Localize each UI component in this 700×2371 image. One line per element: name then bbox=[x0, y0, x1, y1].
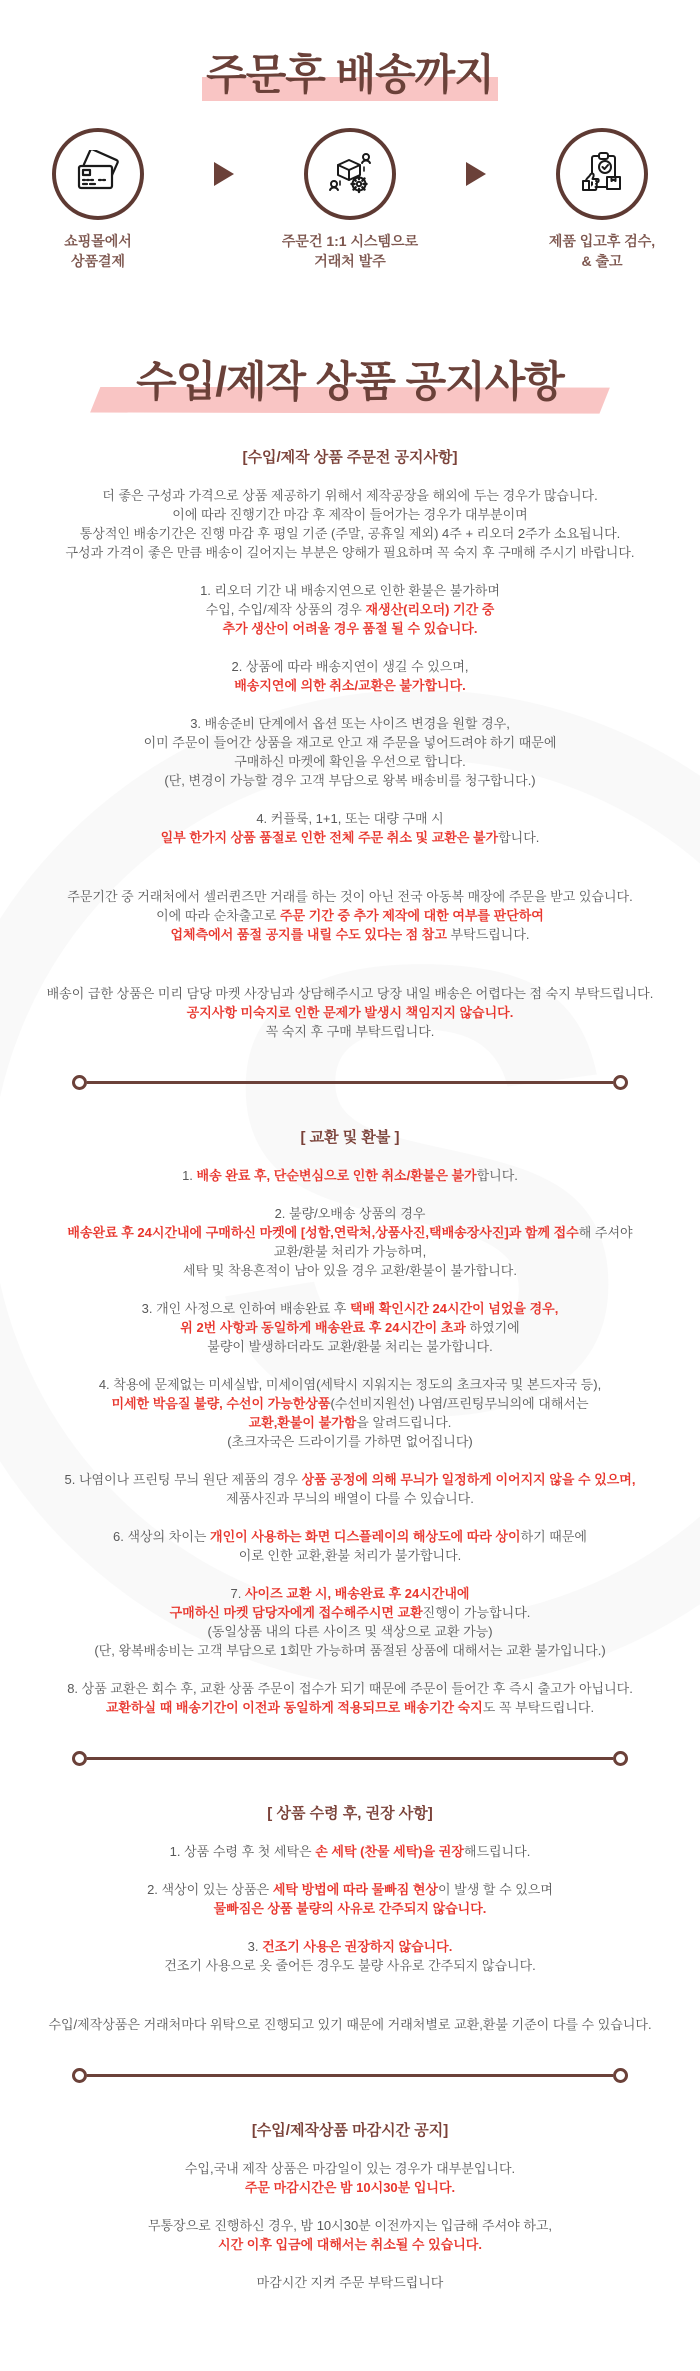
notice-text: 6. 색상의 차이는 bbox=[113, 1528, 211, 1544]
section-divider bbox=[72, 1075, 628, 1090]
notice-text: 도 꼭 부탁드립니다. bbox=[482, 1699, 595, 1715]
notice-block bbox=[28, 2273, 672, 2292]
notice-text: 1. 리오더 기간 내 배송지연으로 인한 환불은 불가하며 bbox=[200, 582, 500, 598]
notice-line bbox=[28, 1679, 672, 1698]
notice-text: 합니다. bbox=[498, 829, 540, 845]
notice-line bbox=[28, 1394, 672, 1413]
divider-dot bbox=[613, 2068, 628, 2083]
notice-line bbox=[28, 2015, 672, 2034]
notice-line bbox=[28, 1223, 672, 1242]
notice-text-alert: 상품 공정에 의해 무늬가 일정하게 이어지지 않을 수 있으며, bbox=[301, 1471, 636, 1487]
notice-text: 이미 주문이 들어간 상품을 재고로 안고 재 주문을 넣어드려야 하기 때문에 bbox=[143, 734, 557, 750]
notice-text: 구성과 가격이 좋은 만큼 배송이 길어지는 부분은 양해가 필요하며 꼭 숙지 후 구매해 주시기 바랍니다. bbox=[65, 544, 635, 560]
notice-line bbox=[28, 600, 672, 619]
page-title bbox=[206, 52, 494, 98]
notice-text: (동일상품 내의 다른 사이즈 및 색상으로 교환 가능) bbox=[207, 1623, 493, 1639]
notice-text: 5. 나염이나 프린팅 무늬 원단 제품의 경우 bbox=[64, 1471, 302, 1487]
notice-line bbox=[28, 543, 672, 562]
notice-block bbox=[28, 2159, 672, 2197]
notice-text: 4. 커플룩, 1+1, 또는 대량 구매 시 bbox=[256, 810, 444, 826]
notice-text: 진행이 가능합니다. bbox=[422, 1604, 531, 1620]
notice-line bbox=[28, 1242, 672, 1261]
notice-text-alert: 시간 이후 입금에 대해서는 취소될 수 있습니다. bbox=[218, 2236, 482, 2252]
notice-text: 건조기 사용으로 옷 줄어든 경우도 불량 사유로 간주되지 않습니다. bbox=[164, 1957, 536, 1973]
step-label-line1: 주문건 1:1 시스템으로 bbox=[281, 233, 419, 250]
notice-text: 2. 불량/오배송 상품의 경우 bbox=[274, 1205, 426, 1221]
notice-text-alert: 구매하신 마켓 담당자에게 접수해주시면 교환 bbox=[169, 1604, 423, 1620]
notice-line bbox=[28, 676, 672, 695]
notice-text: 이에 따라 순차출고로 bbox=[156, 907, 280, 923]
notice-text: 3. 개인 사정으로 인하여 배송완료 후 bbox=[141, 1300, 350, 1316]
notice-text: 수입,국내 제작 상품은 마감일이 있는 경우가 대부분입니다. bbox=[184, 2160, 516, 2176]
notice-line bbox=[28, 1337, 672, 1356]
step-payment bbox=[8, 128, 188, 271]
notice-line bbox=[28, 619, 672, 638]
notice-text-alert: 주문 기간 중 추가 제작에 대한 여부를 판단하여 bbox=[279, 907, 544, 923]
notice-line bbox=[28, 1166, 672, 1185]
divider-dot bbox=[72, 1075, 87, 1090]
notice-line bbox=[28, 925, 672, 944]
section-header: [수입/제작 상품 주문전 공지사항] bbox=[242, 448, 458, 466]
notice-title-text: 수입/제작 상품 공지사항 bbox=[136, 358, 564, 406]
section-divider bbox=[72, 2068, 628, 2083]
notice-text: 이 발생 할 수 있으며 bbox=[438, 1881, 553, 1897]
divider-dot bbox=[613, 1075, 628, 1090]
notice-line bbox=[28, 1641, 672, 1660]
notice-text: 수입, 수입/제작 상품의 경우 bbox=[205, 601, 366, 617]
step-order-system bbox=[260, 128, 440, 271]
notice-line bbox=[28, 1413, 672, 1432]
notice-text: 1. 상품 수령 후 첫 세탁은 bbox=[169, 1843, 316, 1859]
notice-line bbox=[28, 752, 672, 771]
notice-text-alert: 배송완료 후 24시간내에 구매하신 마켓에 [성함,연락처,상품사진,택배송장사진]과 함께 접수 bbox=[67, 1224, 579, 1240]
notice-text: (단, 왕복배송비는 고객 부담으로 1회만 가능하며 품절된 상품에 대해서는 교환 불가입니다.) bbox=[94, 1642, 606, 1658]
step-label bbox=[260, 232, 440, 271]
divider-dot bbox=[72, 1751, 87, 1766]
notice-block bbox=[28, 1470, 672, 1508]
divider-line bbox=[87, 1757, 613, 1760]
notice-text-alert: 미세한 박음질 불량, 수선이 가능한상품 bbox=[111, 1395, 331, 1411]
notice-text: 합니다. bbox=[476, 1167, 518, 1183]
notice-text: 구매하신 마켓에 확인을 우선으로 합니다. bbox=[234, 753, 466, 769]
notice-line bbox=[28, 2235, 672, 2254]
notice-line bbox=[28, 809, 672, 828]
notice-line bbox=[28, 714, 672, 733]
notice-block bbox=[28, 1527, 672, 1565]
notice-block bbox=[28, 657, 672, 695]
notice-block bbox=[28, 1299, 672, 1356]
notice-text-alert: 업체측에서 품절 공지를 내릴 수도 있다는 점 참고 bbox=[170, 926, 447, 942]
notice-text: 세탁 및 착용흔적이 남아 있을 경우 교환/환불이 불가합니다. bbox=[183, 1262, 517, 1278]
notice-text: 7. bbox=[230, 1585, 245, 1601]
notice-text: 8. 상품 교환은 회수 후, 교환 상품 주문이 접수가 되기 때문에 주문이 들어간 후 즉시 출고가 아닙니다. bbox=[67, 1680, 633, 1696]
notice-text: (초크자국은 드라이기를 가하면 없어집니다) bbox=[227, 1433, 473, 1449]
notice-text: 무통장으로 진행하신 경우, 밤 10시30분 이전까지는 입금해 주셔야 하고, bbox=[147, 2217, 553, 2233]
step-label bbox=[8, 232, 188, 271]
notice-text-alert: 추가 생산이 어려울 경우 품절 될 수 있습니다. bbox=[222, 620, 478, 636]
notice-text-alert: 배송 완료 후, 단순변심으로 인한 취소/환불은 불가 bbox=[196, 1167, 477, 1183]
notice-line bbox=[28, 906, 672, 925]
notice-text: (수선비지원선) 나염/프린팅무늬의에 대해서는 bbox=[330, 1395, 589, 1411]
notice-text: 통상적인 배송기간은 진행 마감 후 평일 기준 (주말, 공휴일 제외) 4주 + 리오더 2주가 소요됩니다. bbox=[79, 525, 621, 541]
notice-line bbox=[28, 1299, 672, 1318]
notice-text: 더 좋은 구성과 가격으로 상품 제공하기 위해서 제작공장을 해외에 두는 경우가 많습니다. bbox=[102, 487, 598, 503]
notice-text: 2. 상품에 따라 배송지연이 생길 수 있으며, bbox=[231, 658, 469, 674]
notice-line bbox=[28, 1603, 672, 1622]
notice-text: 배송이 급한 상품은 미리 담당 마켓 사장님과 상담해주시고 당장 내일 배송은 어렵다는 점 숙지 부탁드립니다. bbox=[46, 985, 654, 1001]
notice-block bbox=[28, 486, 672, 562]
order-system-icon bbox=[304, 128, 396, 220]
notice-text-alert: 공지사항 미숙지로 인한 문제가 발생시 책임지지 않습니다. bbox=[186, 1004, 514, 1020]
notice-line bbox=[28, 1698, 672, 1717]
notice-text: 하기 때문에 bbox=[520, 1528, 587, 1544]
notice-text-alert: 건조기 사용은 권장하지 않습니다. bbox=[262, 1938, 453, 1954]
notice-text: 수입/제작상품은 거래처마다 위탁으로 진행되고 있기 때문에 거래처별로 교환,환불 기준이 다를 수 있습니다. bbox=[48, 2016, 652, 2032]
notice-text: 불량이 발생하더라도 교환/환불 처리는 불가합니다. bbox=[207, 1338, 493, 1354]
notice-line bbox=[28, 984, 672, 1003]
notice-block bbox=[28, 581, 672, 638]
notice-line bbox=[28, 1546, 672, 1565]
notice-text-alert: 세탁 방법에 따라 물빠짐 현상 bbox=[272, 1881, 438, 1897]
notice-text-alert: 배송지연에 의한 취소/교환은 불가합니다. bbox=[234, 677, 466, 693]
step-label-line2: 상품결제 bbox=[70, 252, 126, 269]
notice-line bbox=[28, 657, 672, 676]
notice-line bbox=[28, 1318, 672, 1337]
notice-line bbox=[28, 505, 672, 524]
notice-line bbox=[28, 1584, 672, 1603]
notice-sections bbox=[0, 446, 700, 2371]
notice-line bbox=[28, 2159, 672, 2178]
notice-block bbox=[28, 809, 672, 847]
notice-text-alert: 손 세탁 (찬물 세탁)을 권장 bbox=[315, 1843, 464, 1859]
notice-block bbox=[28, 1679, 672, 1717]
notice-section-header bbox=[0, 359, 700, 405]
notice-text: 해 주셔야 bbox=[578, 1224, 633, 1240]
notice-text: 이에 따라 진행기간 마감 후 제작이 들어가는 경우가 대부분이며 bbox=[172, 506, 528, 522]
notice-text: 을 알려드립니다. bbox=[356, 1414, 452, 1430]
notice-text: 2. 색상이 있는 상품은 bbox=[147, 1881, 273, 1897]
notice-line bbox=[28, 771, 672, 790]
notice-text-alert: 개인이 사용하는 화면 디스플레이의 해상도에 따라 상이 bbox=[210, 1528, 521, 1544]
notice-text-alert: 교환,환불이 불가함 bbox=[248, 1414, 357, 1430]
notice-title bbox=[136, 359, 564, 405]
notice-line bbox=[28, 1470, 672, 1489]
notice-text: 4. 착용에 문제없는 미세실밥, 미세이염(세탁시 지워지는 정도의 초크자국 및 본드자국 등), bbox=[98, 1376, 602, 1392]
notice-text-alert: 일부 한가지 상품 품절로 인한 전체 주문 취소 및 교환은 불가 bbox=[160, 829, 499, 845]
order-to-shipping-header bbox=[0, 52, 700, 98]
notice-text: (단, 변경이 가능할 경우 고객 부담으로 왕복 배송비를 청구합니다.) bbox=[164, 772, 536, 788]
notice-text: 마감시간 지켜 주문 부탁드립니다 bbox=[256, 2274, 444, 2290]
notice-text-alert: 교환하실 때 배송기간이 이전과 동일하게 적용되므로 배송기간 숙지 bbox=[105, 1699, 483, 1715]
notice-block bbox=[28, 1842, 672, 1861]
notice-line bbox=[28, 1899, 672, 1918]
section-header: [ 교환 및 환불 ] bbox=[300, 1128, 400, 1146]
notice-line bbox=[28, 2273, 672, 2292]
notice-line bbox=[28, 1375, 672, 1394]
notice-text: 3. 배송준비 단계에서 옵션 또는 사이즈 변경을 원할 경우, bbox=[190, 715, 510, 731]
notice-block bbox=[28, 714, 672, 790]
notice-text: 교환/환불 처리가 가능하며, bbox=[273, 1243, 427, 1259]
notice-line bbox=[28, 581, 672, 600]
notice-line bbox=[28, 2178, 672, 2197]
step-label-line2: 거래처 발주 bbox=[314, 252, 386, 269]
notice-text-alert: 위 2번 사항과 동일하게 배송완료 후 24시간이 초과 bbox=[180, 1319, 466, 1335]
step-label-line1: 제품 입고후 검수, bbox=[548, 233, 656, 250]
notice-line bbox=[28, 1880, 672, 1899]
section-header: [ 상품 수령 후, 권장 사항] bbox=[267, 1804, 433, 1822]
notice-text-alert: 주문 마감시간은 밤 10시30분 입니다. bbox=[244, 2179, 456, 2195]
notice-line bbox=[28, 2216, 672, 2235]
arrow-right-icon bbox=[214, 162, 234, 186]
notice-text: 이로 인한 교환,환불 처리가 불가합니다. bbox=[238, 1547, 462, 1563]
divider-line bbox=[87, 2074, 613, 2077]
notice-block bbox=[28, 887, 672, 944]
notice-text-alert: 사이즈 교환 시, 배송완료 후 24시간내에 bbox=[244, 1585, 470, 1601]
notice-text: 하였기에 bbox=[465, 1319, 520, 1335]
section-header: [수입/제작상품 마감시간 공지] bbox=[251, 2121, 449, 2139]
notice-text: 제품사진과 무늬의 배열이 다를 수 있습니다. bbox=[226, 1490, 474, 1506]
notice-line bbox=[28, 1204, 672, 1223]
notice-line bbox=[28, 1489, 672, 1508]
notice-text: 해드립니다. bbox=[463, 1843, 531, 1859]
notice-block bbox=[28, 984, 672, 1041]
divider-line bbox=[87, 1081, 613, 1084]
notice-block bbox=[28, 1375, 672, 1451]
notice-block bbox=[28, 2216, 672, 2254]
notice-block bbox=[28, 1937, 672, 1975]
page-title-text: 주문후 배송까지 bbox=[206, 51, 494, 98]
credit-cards-icon bbox=[52, 128, 144, 220]
notice-text-alert: 물빠짐은 상품 불량의 사유로 간주되지 않습니다. bbox=[213, 1900, 487, 1916]
notice-line bbox=[28, 1956, 672, 1975]
notice-line bbox=[28, 1622, 672, 1641]
notice-block bbox=[28, 1204, 672, 1280]
notice-line bbox=[28, 1003, 672, 1022]
notice-line bbox=[28, 1937, 672, 1956]
step-inspection bbox=[512, 128, 692, 271]
step-label-line2: & 출고 bbox=[581, 252, 623, 269]
notice-line bbox=[28, 828, 672, 847]
step-label bbox=[512, 232, 692, 271]
divider-dot bbox=[613, 1751, 628, 1766]
order-process-steps bbox=[0, 128, 700, 271]
notice-line bbox=[28, 524, 672, 543]
notice-line bbox=[28, 1022, 672, 1041]
notice-block bbox=[28, 1880, 672, 1918]
section-divider bbox=[72, 1751, 628, 1766]
notice-block bbox=[28, 2015, 672, 2034]
notice-block bbox=[28, 1166, 672, 1185]
arrow-right-icon bbox=[466, 162, 486, 186]
notice-text-alert: 택배 확인시간 24시간이 넘었을 경우, bbox=[349, 1300, 559, 1316]
notice-line bbox=[28, 1432, 672, 1451]
notice-line bbox=[28, 1261, 672, 1280]
notice-line bbox=[28, 1527, 672, 1546]
notice-text: 꼭 숙지 후 구매 부탁드립니다. bbox=[265, 1023, 435, 1039]
notice-text: 부탁드립니다. bbox=[446, 926, 530, 942]
notice-line bbox=[28, 887, 672, 906]
notice-line bbox=[28, 486, 672, 505]
inspection-shipping-icon bbox=[556, 128, 648, 220]
step-label-line1: 쇼핑몰에서 bbox=[64, 233, 132, 250]
notice-text: 주문기간 중 거래처에서 셀러퀸즈만 거래를 하는 것이 아닌 전국 아동복 매장에 주문을 받고 있습니다. bbox=[67, 888, 633, 904]
notice-text-alert: 재생산(리오더) 기간 중 bbox=[365, 601, 495, 617]
notice-line bbox=[28, 733, 672, 752]
notice-line bbox=[28, 1842, 672, 1861]
divider-dot bbox=[72, 2068, 87, 2083]
notice-text: 1. bbox=[182, 1167, 197, 1183]
notice-block bbox=[28, 1584, 672, 1660]
notice-text: 3. bbox=[247, 1938, 263, 1954]
